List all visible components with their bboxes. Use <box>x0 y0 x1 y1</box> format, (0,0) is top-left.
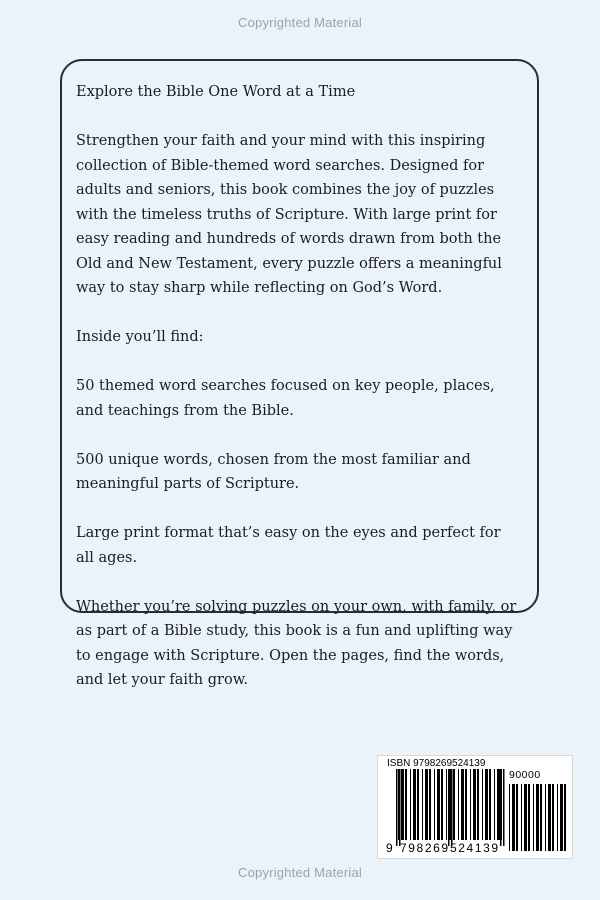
feature-item: 500 unique words, chosen from the most familiar and meaningful parts of Scripture. <box>76 451 471 492</box>
barcode-bar <box>516 784 518 851</box>
barcode-bar <box>473 769 476 840</box>
barcode-bar <box>446 769 447 840</box>
barcode-bar <box>410 769 411 840</box>
barcode-bar <box>437 769 440 840</box>
price-code: 90000 <box>509 769 541 781</box>
barcode-bar <box>540 784 542 851</box>
barcode-bar <box>521 784 522 851</box>
barcode-bar <box>422 769 423 840</box>
barcode-bar <box>528 784 530 851</box>
description-closing: Whether you’re solving puzzles on your own, with family, or as part of a Bible study, this book is a fun and uplifting way to engage with Scripture. Open the pages, find the words, and let your faith grow. <box>76 598 517 688</box>
inside-label: Inside you’ll find: <box>76 329 204 345</box>
barcode-bar <box>465 769 467 840</box>
barcode-bar <box>536 784 539 851</box>
barcode-bar <box>401 769 404 840</box>
barcode-bar <box>509 784 510 851</box>
feature-item: 50 themed word searches focused on key people, places, and teachings from the Bible. <box>76 378 495 419</box>
copyright-watermark-top: Copyrighted Material <box>238 15 362 30</box>
barcode-bar <box>453 769 455 840</box>
barcode-bar <box>489 769 491 840</box>
barcode-guard-bar <box>399 769 401 846</box>
barcode-bar <box>417 769 419 840</box>
barcode-guard-bar <box>500 769 502 846</box>
barcode-bar <box>557 784 558 851</box>
isbn-barcode <box>377 755 573 859</box>
barcode-bar <box>470 769 471 840</box>
barcode-bar <box>564 784 566 851</box>
barcode-bar <box>405 769 407 840</box>
barcode-bar <box>477 769 479 840</box>
barcode-bar <box>482 769 483 840</box>
description-box <box>60 59 539 688</box>
feature-item: Large print format that’s easy on the eyes and perfect for all ages. <box>76 525 501 566</box>
isbn-digit-first: 9 <box>386 841 393 855</box>
barcode-bar <box>429 769 431 840</box>
barcode-bar <box>425 769 428 840</box>
barcode-guard-bar <box>451 769 453 846</box>
barcode-bar <box>434 769 435 840</box>
barcode-bar <box>494 769 495 840</box>
barcode-bar <box>545 784 546 851</box>
barcode-guard-bar <box>503 769 505 846</box>
barcode-bar <box>461 769 464 840</box>
barcode-bar <box>398 769 399 840</box>
barcode-bar <box>548 784 551 851</box>
description-intro: Strengthen your faith and your mind with this inspiring collection of Bible-themed word searches. Designed for adults and seniors, this book combines the joy of puzzles with the timeless truths of Scripture. With large print for easy reading and hundreds of words drawn from both the Old and New Testament, every puzzle offers a meaningful way to stay sharp while reflecting on God’s Word. <box>76 133 502 296</box>
barcode-guard-bar <box>448 769 450 846</box>
barcode-bar <box>441 769 443 840</box>
barcode-bar <box>485 769 488 840</box>
barcode-guard-bar <box>396 769 398 846</box>
description-heading: Explore the Bible One Word at a Time <box>76 84 356 100</box>
barcode-bar <box>560 784 563 851</box>
isbn-digits-right: 524139 <box>450 841 500 855</box>
copyright-watermark-bottom: Copyrighted Material <box>238 865 362 880</box>
barcode-bar <box>413 769 416 840</box>
barcode-bar <box>552 784 554 851</box>
isbn-label: ISBN 9798269524139 <box>387 758 486 769</box>
barcode-bar <box>458 769 459 840</box>
barcode-bar <box>512 784 515 851</box>
isbn-digits-left: 798269 <box>400 841 450 855</box>
barcode-bar <box>497 769 500 840</box>
barcode-bar <box>533 784 534 851</box>
barcode-bar <box>524 784 527 851</box>
